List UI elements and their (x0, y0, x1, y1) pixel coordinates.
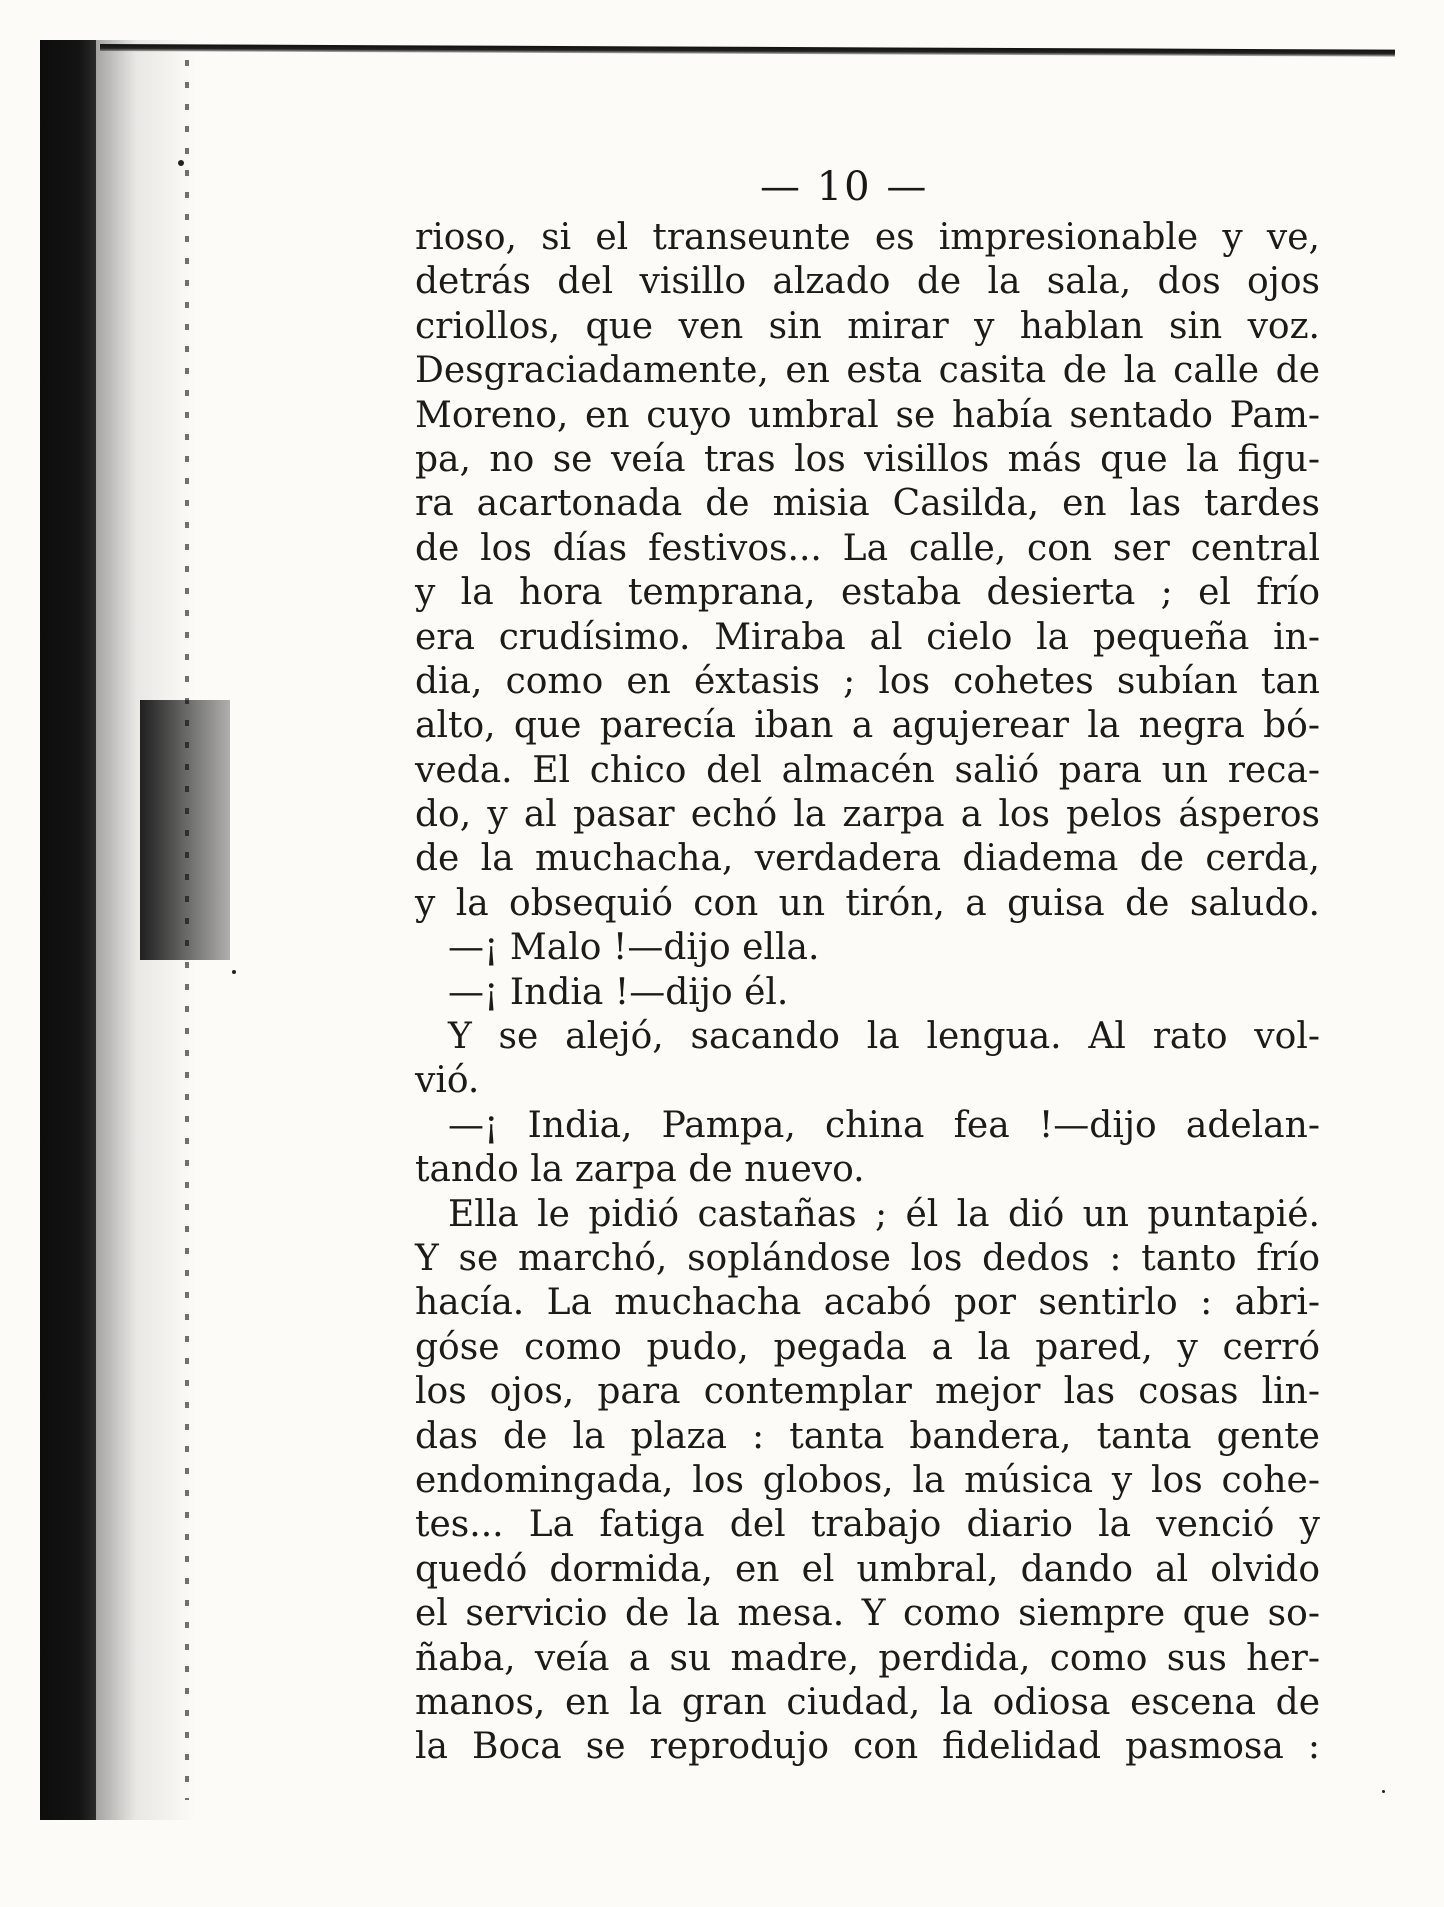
text-line: das de la plaza : tanta bandera, tanta gente (415, 1415, 1320, 1457)
text-line: Desgraciadamente, en esta casita de la calle de (415, 350, 1320, 392)
text-line: alto, que parecía iban a agujerear la negra bó- (415, 705, 1320, 747)
text-line: la Boca se reprodujo con fidelidad pasmosa : (415, 1726, 1320, 1768)
text-line: el servicio de la mesa. Y como siempre que so- (415, 1593, 1320, 1635)
text-line: detrás del visillo alzado de la sala, dos ojos (415, 261, 1320, 303)
text-line: hacía. La muchacha acabó por sentirlo : abri- (415, 1282, 1320, 1324)
text-line: Moreno, en cuyo umbral se había sentado Pam- (415, 394, 1320, 436)
text-line: tes... La fatiga del trabajo diario la venció y (415, 1504, 1320, 1546)
dialogue-line: —¡ India, Pampa, china fea !—dijo adelan- (448, 1104, 1320, 1146)
book-spine-shadow (40, 40, 96, 1820)
text-line: Y se alejó, sacando la lengua. Al rato vol- (448, 1016, 1320, 1058)
text-line: ñaba, veía a su madre, perdida, como sus her- (415, 1637, 1320, 1679)
ink-speck (178, 160, 184, 166)
text-line: góse como pudo, pegada a la pared, y cerró (415, 1326, 1320, 1368)
top-edge-line (100, 44, 1395, 57)
text-line: do, y al pasar echó la zarpa a los pelos ásperos (415, 794, 1320, 836)
text-line: criollos, que ven sin mirar y hablan sin voz. (415, 305, 1320, 347)
text-line: veda. El chico del almacén salió para un reca- (415, 749, 1320, 791)
text-line: de la muchacha, verdadera diadema de cerda, (415, 838, 1320, 880)
text-line: los ojos, para contemplar mejor las cosas lin- (415, 1371, 1320, 1413)
dialogue-line: —¡ Malo !—dijo ella. (448, 927, 820, 969)
ink-speck (1382, 1790, 1385, 1793)
text-line: ra acartonada de misia Casilda, en las tardes (415, 483, 1320, 525)
text-line: pa, no se veía tras los visillos más que la figu- (415, 438, 1320, 480)
text-line: Y se marchó, soplándose los dedos : tanto frío (415, 1237, 1320, 1279)
text-line: tando la zarpa de nuevo. (415, 1149, 865, 1191)
ink-speck (232, 970, 236, 974)
text-line: dia, como en éxtasis ; los cohetes subían tan (415, 660, 1320, 702)
text-line: Ella le pidió castañas ; él la dió un puntapié. (448, 1193, 1320, 1235)
text-line: era crudísimo. Miraba al cielo la pequeña in- (415, 616, 1320, 658)
text-line: endomingada, los globos, la música y los cohe- (415, 1459, 1320, 1501)
gutter-edge-marks (185, 60, 189, 1800)
text-line: manos, en la gran ciudad, la odiosa escena de (415, 1681, 1320, 1723)
text-line: rioso, si el transeunte es impresionable y ve, (415, 217, 1320, 258)
text-line: y la hora temprana, estaba desierta ; el frío (415, 572, 1320, 614)
dialogue-line: —¡ India !—dijo él. (448, 971, 789, 1013)
text-line: de los días festivos... La calle, con ser central (415, 527, 1320, 569)
text-line: vió. (415, 1060, 480, 1102)
body-text (415, 216, 1320, 1770)
text-line: quedó dormida, en el umbral, dando al olvido (415, 1548, 1320, 1590)
text-line: y la obsequió con un tirón, a guisa de saludo. (415, 882, 1320, 924)
page-number: — 10 — (760, 164, 929, 210)
